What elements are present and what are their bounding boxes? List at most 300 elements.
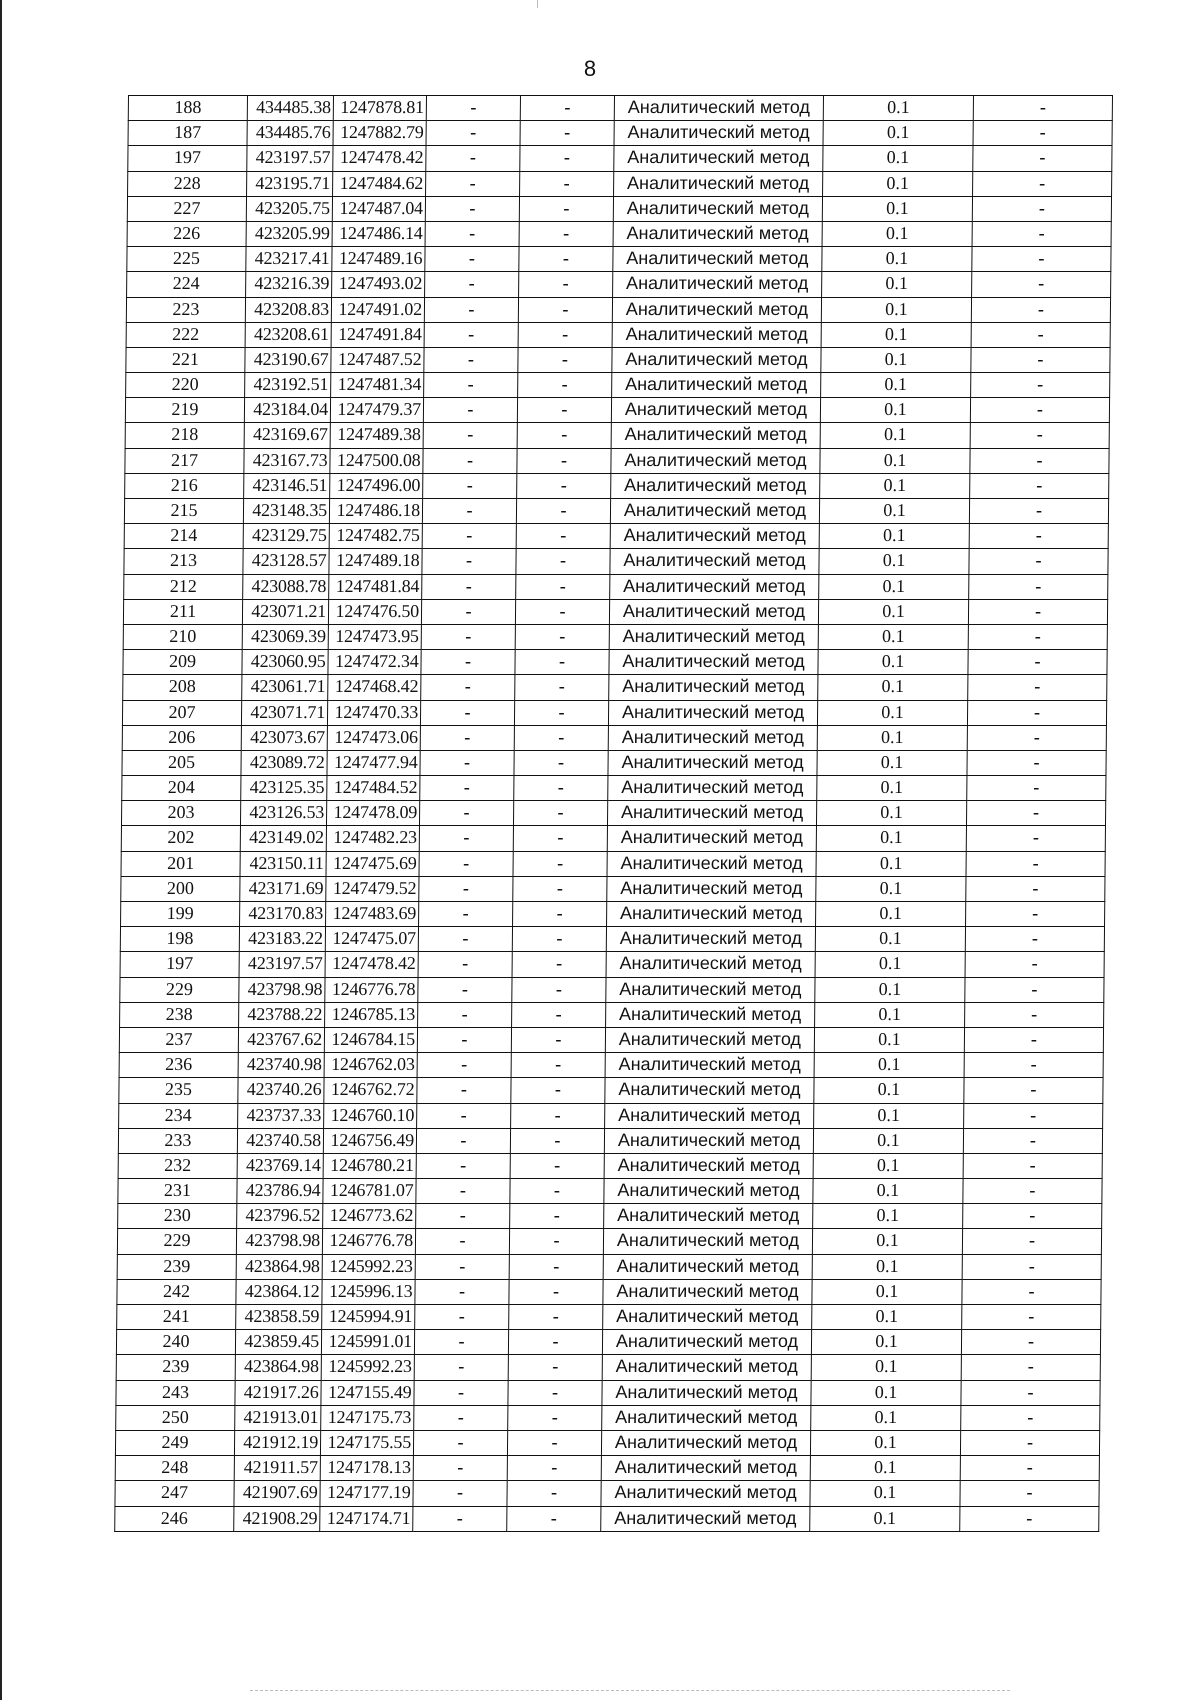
method-cell: Аналитический метод [605, 1103, 814, 1128]
accuracy-cell: 0.1 [813, 1153, 963, 1178]
dash-cell: - [514, 776, 608, 801]
dash-cell: - [422, 574, 516, 599]
dash-cell: - [507, 1481, 601, 1506]
accuracy-cell: 0.1 [816, 876, 966, 901]
dash-cell: - [960, 1506, 1099, 1531]
x-coordinate-cell: 423740.26 [238, 1078, 324, 1103]
dash-cell: - [960, 1481, 1099, 1506]
scan-left-edge [0, 0, 2, 1700]
accuracy-cell: 0.1 [823, 121, 973, 146]
dash-cell: - [973, 96, 1112, 121]
dash-cell: - [514, 750, 608, 775]
y-coordinate-cell: 1247487.04 [332, 196, 425, 221]
point-number-cell: 206 [122, 725, 241, 750]
dash-cell: - [418, 977, 512, 1002]
method-cell: Аналитический метод [604, 1179, 813, 1204]
x-coordinate-cell: 423864.98 [235, 1355, 321, 1380]
accuracy-cell: 0.1 [818, 624, 968, 649]
x-coordinate-cell: 423190.67 [245, 347, 331, 372]
table-row [126, 322, 1110, 347]
dash-cell: - [413, 1481, 507, 1506]
dash-cell: - [426, 121, 520, 146]
method-cell: Аналитический метод [605, 1053, 814, 1078]
y-coordinate-cell: 1247478.09 [326, 801, 419, 826]
table-row [115, 1481, 1099, 1506]
dash-cell: - [513, 876, 607, 901]
dash-cell: - [421, 650, 515, 675]
table-row [117, 1305, 1101, 1330]
dash-cell: - [423, 423, 517, 448]
dash-cell: - [512, 927, 606, 952]
dash-cell: - [421, 624, 515, 649]
x-coordinate-cell: 423125.35 [241, 776, 327, 801]
dash-cell: - [960, 1430, 1099, 1455]
method-cell: Аналитический метод [602, 1330, 811, 1355]
accuracy-cell: 0.1 [820, 448, 970, 473]
dash-cell: - [516, 499, 610, 524]
table-row [115, 1456, 1099, 1481]
dash-cell: - [420, 700, 514, 725]
x-coordinate-cell: 423071.21 [242, 599, 328, 624]
method-cell: Аналитический метод [608, 776, 817, 801]
dash-cell: - [508, 1330, 602, 1355]
y-coordinate-cell: 1247175.55 [320, 1430, 413, 1455]
method-cell: Аналитический метод [606, 1002, 815, 1027]
dash-cell: - [513, 851, 607, 876]
table-row [124, 499, 1108, 524]
point-number-cell: 246 [115, 1506, 234, 1531]
dash-cell: - [508, 1355, 602, 1380]
accuracy-cell: 0.1 [811, 1405, 961, 1430]
dash-cell: - [520, 171, 614, 196]
dash-cell: - [515, 624, 609, 649]
table-row [120, 952, 1104, 977]
dash-cell: - [511, 1053, 605, 1078]
table-row [123, 650, 1107, 675]
y-coordinate-cell: 1247878.81 [333, 96, 426, 121]
y-coordinate-cell: 1247486.18 [329, 499, 422, 524]
method-cell: Аналитический метод [614, 121, 823, 146]
dash-cell: - [966, 876, 1105, 901]
method-cell: Аналитический метод [611, 423, 820, 448]
x-coordinate-cell: 423740.58 [237, 1128, 323, 1153]
point-number-cell: 230 [118, 1204, 237, 1229]
dash-cell: - [426, 146, 520, 171]
dash-cell: - [424, 373, 518, 398]
dash-cell: - [414, 1380, 508, 1405]
point-number-cell: 204 [122, 776, 241, 801]
point-number-cell: 219 [125, 398, 244, 423]
table-row [119, 1053, 1103, 1078]
dash-cell: - [967, 750, 1106, 775]
dash-cell: - [425, 221, 519, 246]
y-coordinate-cell: 1245992.23 [321, 1355, 414, 1380]
dash-cell: - [422, 524, 516, 549]
point-number-cell: 250 [116, 1405, 235, 1430]
dash-cell: - [961, 1330, 1100, 1355]
x-coordinate-cell: 423798.98 [239, 977, 325, 1002]
point-number-cell: 237 [119, 1027, 238, 1052]
table-row [120, 1002, 1104, 1027]
y-coordinate-cell: 1247473.95 [328, 624, 421, 649]
dash-cell: - [413, 1456, 507, 1481]
point-number-cell: 214 [124, 524, 243, 549]
accuracy-cell: 0.1 [815, 952, 965, 977]
method-cell: Аналитический метод [604, 1153, 813, 1178]
table-row [116, 1330, 1100, 1355]
dash-cell: - [423, 448, 517, 473]
method-cell: Аналитический метод [603, 1279, 812, 1304]
dash-cell: - [967, 700, 1106, 725]
accuracy-cell: 0.1 [821, 322, 971, 347]
dash-cell: - [424, 347, 518, 372]
dash-cell: - [426, 171, 520, 196]
point-number-cell: 247 [115, 1481, 234, 1506]
dash-cell: - [515, 675, 609, 700]
accuracy-cell: 0.1 [817, 725, 967, 750]
point-number-cell: 241 [117, 1305, 236, 1330]
accuracy-cell: 0.1 [823, 96, 973, 121]
dash-cell: - [515, 650, 609, 675]
y-coordinate-cell: 1247476.50 [328, 599, 421, 624]
dash-cell: - [516, 524, 610, 549]
accuracy-cell: 0.1 [814, 1103, 964, 1128]
dash-cell: - [419, 826, 513, 851]
method-cell: Аналитический метод [614, 171, 823, 196]
method-cell: Аналитический метод [611, 398, 820, 423]
method-cell: Аналитический метод [609, 675, 818, 700]
method-cell: Аналитический метод [613, 247, 822, 272]
method-cell: Аналитический метод [612, 322, 821, 347]
dash-cell: - [426, 96, 520, 121]
dash-cell: - [961, 1405, 1100, 1430]
x-coordinate-cell: 423197.57 [239, 952, 325, 977]
table-row [118, 1204, 1102, 1229]
table-row [117, 1254, 1101, 1279]
dash-cell: - [969, 499, 1108, 524]
dash-cell: - [520, 96, 614, 121]
accuracy-cell: 0.1 [821, 347, 971, 372]
x-coordinate-cell: 421912.19 [234, 1430, 320, 1455]
dash-cell: - [967, 725, 1106, 750]
dash-cell: - [520, 146, 614, 171]
accuracy-cell: 0.1 [816, 851, 966, 876]
dash-cell: - [419, 851, 513, 876]
method-cell: Аналитический метод [604, 1204, 813, 1229]
accuracy-cell: 0.1 [814, 1027, 964, 1052]
y-coordinate-cell: 1247486.14 [332, 221, 425, 246]
table-row [121, 801, 1105, 826]
dash-cell: - [511, 1103, 605, 1128]
x-coordinate-cell: 423197.57 [247, 146, 333, 171]
dash-cell: - [511, 1078, 605, 1103]
dash-cell: - [968, 650, 1107, 675]
accuracy-cell: 0.1 [822, 272, 972, 297]
y-coordinate-cell: 1247487.52 [331, 347, 424, 372]
accuracy-cell: 0.1 [812, 1254, 962, 1279]
dash-cell: - [972, 272, 1111, 297]
coordinates-table-body [115, 96, 1113, 1532]
x-coordinate-cell: 423205.99 [246, 221, 332, 246]
x-coordinate-cell: 421911.57 [234, 1456, 320, 1481]
accuracy-cell: 0.1 [810, 1430, 960, 1455]
table-row [121, 876, 1105, 901]
y-coordinate-cell: 1247472.34 [328, 650, 421, 675]
dash-cell: - [519, 196, 613, 221]
dash-cell: - [416, 1204, 510, 1229]
accuracy-cell: 0.1 [819, 549, 969, 574]
dash-cell: - [413, 1506, 507, 1531]
dash-cell: - [972, 221, 1111, 246]
dash-cell: - [973, 121, 1112, 146]
dash-cell: - [511, 1027, 605, 1052]
dash-cell: - [965, 927, 1104, 952]
point-number-cell: 229 [117, 1229, 236, 1254]
y-coordinate-cell: 1247174.71 [320, 1506, 413, 1531]
dash-cell: - [970, 473, 1109, 498]
dash-cell: - [970, 448, 1109, 473]
y-coordinate-cell: 1246781.07 [323, 1179, 416, 1204]
point-number-cell: 235 [119, 1078, 238, 1103]
accuracy-cell: 0.1 [819, 499, 969, 524]
dash-cell: - [513, 902, 607, 927]
point-number-cell: 215 [124, 499, 243, 524]
table-row [120, 977, 1104, 1002]
y-coordinate-cell: 1246780.21 [323, 1153, 416, 1178]
dash-cell: - [973, 171, 1112, 196]
accuracy-cell: 0.1 [812, 1305, 962, 1330]
dash-cell: - [516, 574, 610, 599]
dash-cell: - [971, 347, 1110, 372]
accuracy-cell: 0.1 [811, 1355, 961, 1380]
dash-cell: - [509, 1279, 603, 1304]
x-coordinate-cell: 421913.01 [235, 1405, 321, 1430]
point-number-cell: 249 [115, 1430, 234, 1455]
x-coordinate-cell: 423184.04 [244, 398, 330, 423]
dash-cell: - [509, 1229, 603, 1254]
point-number-cell: 207 [122, 700, 241, 725]
method-cell: Аналитический метод [603, 1254, 812, 1279]
method-cell: Аналитический метод [604, 1128, 813, 1153]
dash-cell: - [425, 272, 519, 297]
method-cell: Аналитический метод [614, 146, 823, 171]
y-coordinate-cell: 1246776.78 [322, 1229, 415, 1254]
table-row [118, 1153, 1102, 1178]
table-row [119, 1027, 1103, 1052]
point-number-cell: 217 [125, 448, 244, 473]
y-coordinate-cell: 1247484.62 [333, 171, 426, 196]
accuracy-cell: 0.1 [817, 700, 967, 725]
x-coordinate-cell: 423208.83 [245, 297, 331, 322]
point-number-cell: 243 [116, 1380, 235, 1405]
dash-cell: - [416, 1153, 510, 1178]
dash-cell: - [424, 297, 518, 322]
y-coordinate-cell: 1247483.69 [326, 902, 419, 927]
point-number-cell: 200 [121, 876, 240, 901]
x-coordinate-cell: 423169.67 [244, 423, 330, 448]
x-coordinate-cell: 423170.83 [240, 902, 326, 927]
x-coordinate-cell: 421908.29 [234, 1506, 320, 1531]
x-coordinate-cell: 423128.57 [243, 549, 329, 574]
method-cell: Аналитический метод [607, 902, 816, 927]
y-coordinate-cell: 1246756.49 [323, 1128, 416, 1153]
method-cell: Аналитический метод [610, 574, 819, 599]
x-coordinate-cell: 423216.39 [246, 272, 332, 297]
dash-cell: - [515, 599, 609, 624]
table-row [119, 1078, 1103, 1103]
x-coordinate-cell: 423071.71 [241, 700, 327, 725]
table-row [128, 171, 1112, 196]
x-coordinate-cell: 423088.78 [243, 574, 329, 599]
y-coordinate-cell: 1245994.91 [322, 1305, 415, 1330]
y-coordinate-cell: 1247475.07 [325, 927, 418, 952]
y-coordinate-cell: 1246762.03 [324, 1053, 417, 1078]
bottom-dashed-rule [250, 1690, 1010, 1691]
dash-cell: - [422, 499, 516, 524]
dash-cell: - [965, 977, 1104, 1002]
dash-cell: - [418, 1002, 512, 1027]
point-number-cell: 203 [121, 801, 240, 826]
point-number-cell: 248 [115, 1456, 234, 1481]
table-row [121, 826, 1105, 851]
accuracy-cell: 0.1 [822, 196, 972, 221]
point-number-cell: 225 [127, 247, 246, 272]
point-number-cell: 188 [128, 96, 247, 121]
point-number-cell: 222 [126, 322, 245, 347]
dash-cell: - [415, 1254, 509, 1279]
y-coordinate-cell: 1247468.42 [328, 675, 421, 700]
point-number-cell: 239 [116, 1355, 235, 1380]
dash-cell: - [517, 398, 611, 423]
dash-cell: - [421, 599, 515, 624]
y-coordinate-cell: 1247500.08 [330, 448, 423, 473]
x-coordinate-cell: 423798.98 [236, 1229, 322, 1254]
accuracy-cell: 0.1 [821, 373, 971, 398]
point-number-cell: 201 [121, 851, 240, 876]
accuracy-cell: 0.1 [814, 1053, 964, 1078]
table-row [118, 1179, 1102, 1204]
accuracy-cell: 0.1 [812, 1229, 962, 1254]
x-coordinate-cell: 423208.61 [245, 322, 331, 347]
table-row [124, 524, 1108, 549]
dash-cell: - [507, 1456, 601, 1481]
x-coordinate-cell: 434485.76 [247, 121, 333, 146]
x-coordinate-cell: 423767.62 [238, 1027, 324, 1052]
dash-cell: - [509, 1305, 603, 1330]
dash-cell: - [508, 1380, 602, 1405]
point-number-cell: 208 [123, 675, 242, 700]
method-cell: Аналитический метод [607, 826, 816, 851]
method-cell: Аналитический метод [606, 952, 815, 977]
method-cell: Аналитический метод [610, 549, 819, 574]
point-number-cell: 240 [116, 1330, 235, 1355]
dash-cell: - [968, 675, 1107, 700]
x-coordinate-cell: 423205.75 [246, 196, 332, 221]
x-coordinate-cell: 423089.72 [241, 750, 327, 775]
table-row [123, 675, 1107, 700]
point-number-cell: 210 [123, 624, 242, 649]
point-number-cell: 239 [117, 1254, 236, 1279]
x-coordinate-cell: 423864.98 [236, 1254, 322, 1279]
dash-cell: - [518, 322, 612, 347]
dash-cell: - [519, 272, 613, 297]
dash-cell: - [514, 725, 608, 750]
accuracy-cell: 0.1 [818, 650, 968, 675]
point-number-cell: 213 [124, 549, 243, 574]
dash-cell: - [414, 1355, 508, 1380]
x-coordinate-cell: 423740.98 [238, 1053, 324, 1078]
dash-cell: - [971, 322, 1110, 347]
accuracy-cell: 0.1 [811, 1330, 961, 1355]
table-row [126, 373, 1110, 398]
dash-cell: - [510, 1204, 604, 1229]
dash-cell: - [969, 549, 1108, 574]
y-coordinate-cell: 1245992.23 [322, 1254, 415, 1279]
dash-cell: - [513, 826, 607, 851]
x-coordinate-cell: 423149.02 [240, 826, 326, 851]
y-coordinate-cell: 1247479.52 [326, 876, 419, 901]
point-number-cell: 223 [126, 297, 245, 322]
dash-cell: - [417, 1103, 511, 1128]
accuracy-cell: 0.1 [815, 977, 965, 1002]
dash-cell: - [961, 1380, 1100, 1405]
method-cell: Аналитический метод [607, 876, 816, 901]
x-coordinate-cell: 423069.39 [242, 624, 328, 649]
method-cell: Аналитический метод [605, 1078, 814, 1103]
dash-cell: - [971, 373, 1110, 398]
dash-cell: - [961, 1355, 1100, 1380]
x-coordinate-cell: 423195.71 [247, 171, 333, 196]
dash-cell: - [507, 1430, 601, 1455]
dash-cell: - [963, 1179, 1102, 1204]
dash-cell: - [415, 1229, 509, 1254]
table-row [124, 549, 1108, 574]
dash-cell: - [414, 1405, 508, 1430]
point-number-cell: 234 [119, 1103, 238, 1128]
y-coordinate-cell: 1247489.16 [332, 247, 425, 272]
point-number-cell: 228 [128, 171, 247, 196]
table-row [125, 473, 1109, 498]
method-cell: Аналитический метод [610, 524, 819, 549]
dash-cell: - [517, 423, 611, 448]
method-cell: Аналитический метод [610, 499, 819, 524]
table-row [115, 1430, 1099, 1455]
scan-top-mark [537, 0, 538, 8]
y-coordinate-cell: 1247489.38 [330, 423, 423, 448]
table-row [116, 1405, 1100, 1430]
method-cell: Аналитический метод [605, 1027, 814, 1052]
x-coordinate-cell: 423192.51 [245, 373, 331, 398]
dash-cell: - [968, 599, 1107, 624]
dash-cell: - [424, 322, 518, 347]
y-coordinate-cell: 1247177.19 [320, 1481, 413, 1506]
table-row [128, 146, 1112, 171]
method-cell: Аналитический метод [607, 801, 816, 826]
x-coordinate-cell: 423129.75 [243, 524, 329, 549]
dash-cell: - [964, 1103, 1103, 1128]
accuracy-cell: 0.1 [818, 675, 968, 700]
dash-cell: - [965, 952, 1104, 977]
method-cell: Аналитический метод [612, 297, 821, 322]
point-number-cell: 233 [118, 1128, 237, 1153]
table-row [115, 1506, 1099, 1531]
coordinates-table [114, 95, 1113, 1532]
table-row [122, 700, 1106, 725]
dash-cell: - [413, 1430, 507, 1455]
table-row [127, 221, 1111, 246]
point-number-cell: 197 [120, 952, 239, 977]
y-coordinate-cell: 1247482.23 [326, 826, 419, 851]
